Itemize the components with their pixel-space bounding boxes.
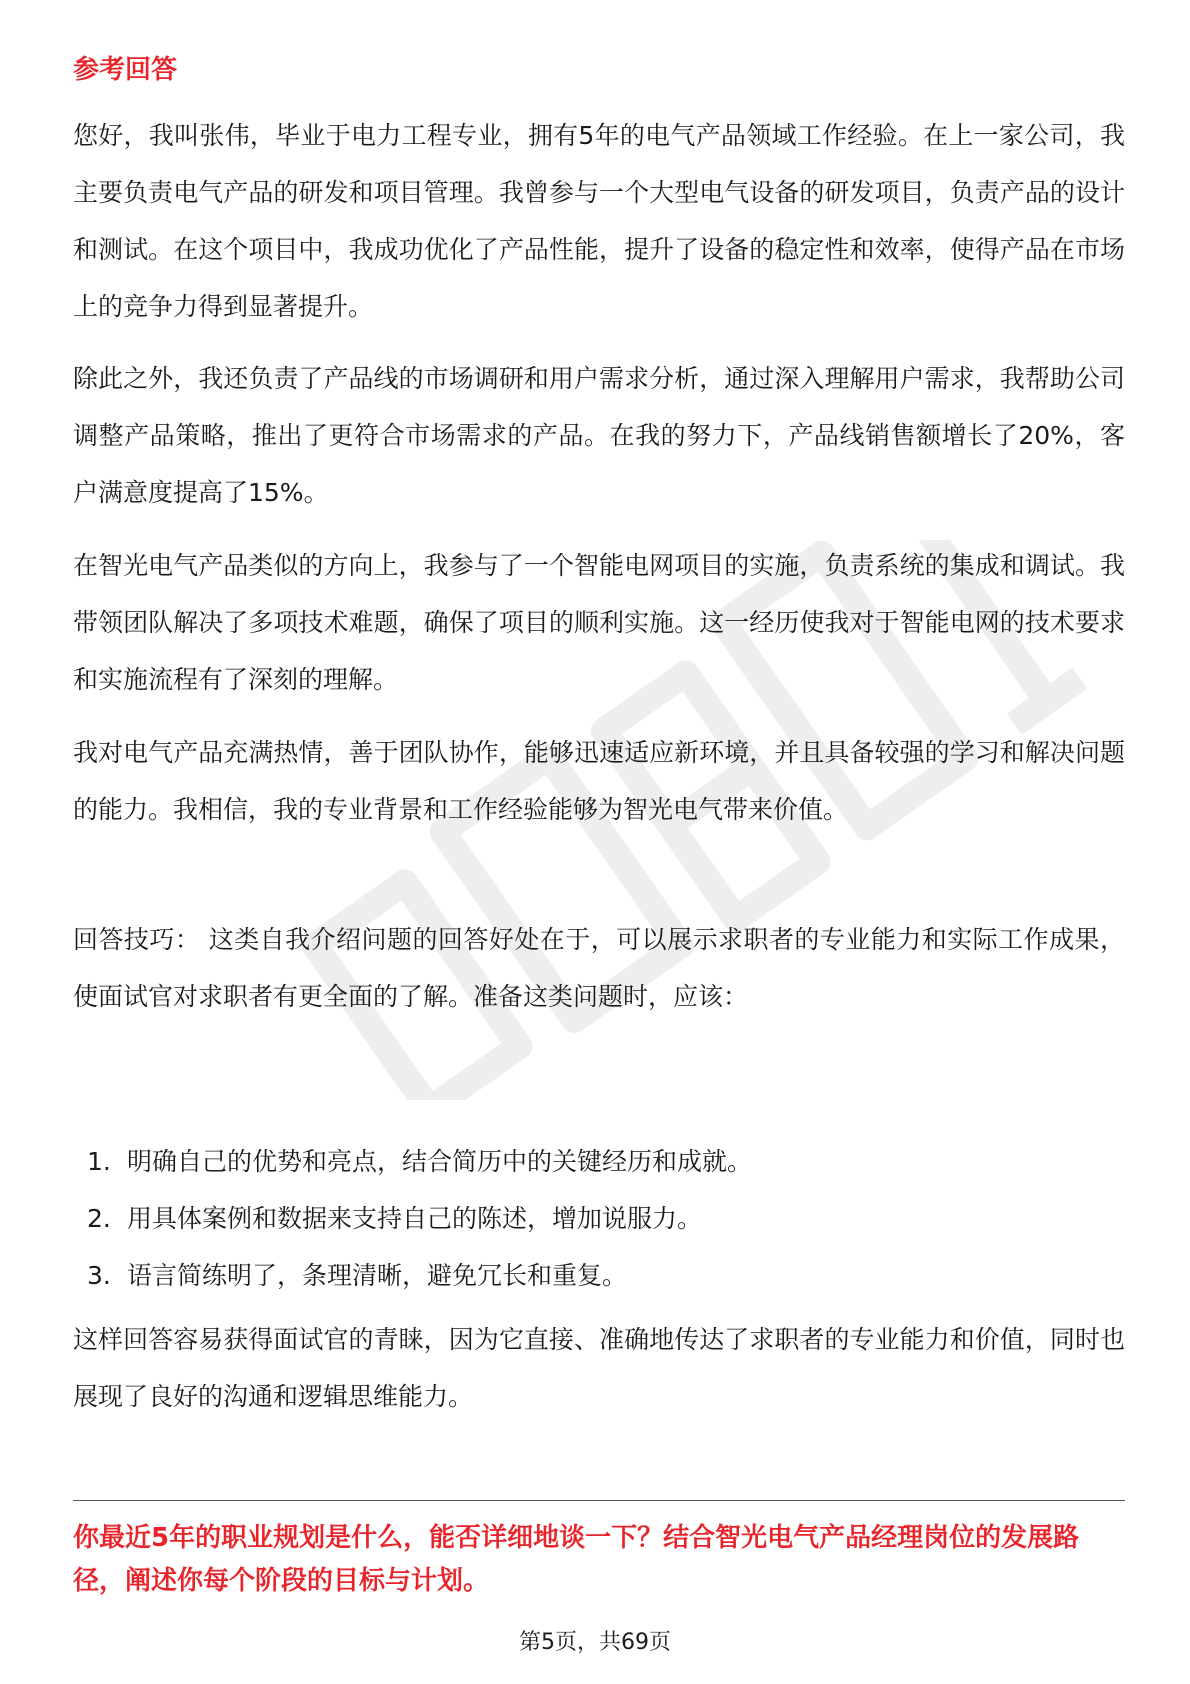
list-item-text: 语言简练明了，条理清晰，避免冗长和重复。	[127, 1261, 628, 1290]
section-divider	[73, 1500, 1125, 1501]
list-item-number: 3.	[87, 1261, 111, 1290]
section-title: 参考回答	[73, 55, 178, 85]
answer-paragraph-4: 我对电气产品充满热情，善于团队协作，能够迅速适应新环境，并且具备较强的学习和解决问题的能力。我相信，我的专业背景和工作经验能够为智光电气带来价值。	[73, 738, 1125, 824]
closing-paragraph: 这样回答容易获得面试官的青睐，因为它直接、准确地传达了求职者的专业能力和价值，同时也展现了良好的沟通和逻辑思维能力。	[73, 1325, 1125, 1411]
tips-list	[73, 1133, 1125, 1304]
answer-paragraph-3: 在智光电气产品类似的方向上，我参与了一个智能电网项目的实施，负责系统的集成和调试。我带领团队解决了多项技术难题，确保了项目的顺利实施。这一经历使我对于智能电网的技术要求和实施流程有了深刻的理解。	[73, 551, 1125, 694]
list-item	[73, 1247, 1125, 1304]
list-item-number: 1.	[87, 1147, 111, 1176]
next-question-heading: 你最近5年的职业规划是什么，能否详细地谈一下？结合智光电气产品经理岗位的发展路径，阐述你每个阶段的目标与计划。	[73, 1523, 1080, 1596]
list-item	[73, 1133, 1125, 1190]
page-footer: 第5页，共69页	[519, 1630, 671, 1655]
list-item	[73, 1190, 1125, 1247]
list-item-text: 明确自己的优势和亮点，结合简历中的关键经历和成就。	[127, 1147, 753, 1176]
document-page	[73, 0, 1125, 1684]
tips-intro-paragraph: 回答技巧： 这类自我介绍问题的回答好处在于，可以展示求职者的专业能力和实际工作成果，使面试官对求职者有更全面的了解。准备这类问题时，应该：	[73, 925, 1125, 1011]
answer-paragraph-2: 除此之外，我还负责了产品线的市场调研和用户需求分析，通过深入理解用户需求，我帮助公司调整产品策略，推出了更符合市场需求的产品。在我的努力下，产品线销售额增长了20%，客户满意度提高了15%。	[73, 364, 1125, 507]
answer-paragraph-1: 您好，我叫张伟，毕业于电力工程专业，拥有5年的电气产品领域工作经验。在上一家公司，我主要负责电气产品的研发和项目管理。我曾参与一个大型电气设备的研发项目，负责产品的设计和测试。在这个项目中，我成功优化了产品性能，提升了设备的稳定性和效率，使得产品在市场上的竞争力得到显著提升。	[73, 121, 1125, 321]
list-item-number: 2.	[87, 1204, 111, 1233]
list-item-text: 用具体案例和数据来支持自己的陈述，增加说服力。	[127, 1204, 703, 1233]
